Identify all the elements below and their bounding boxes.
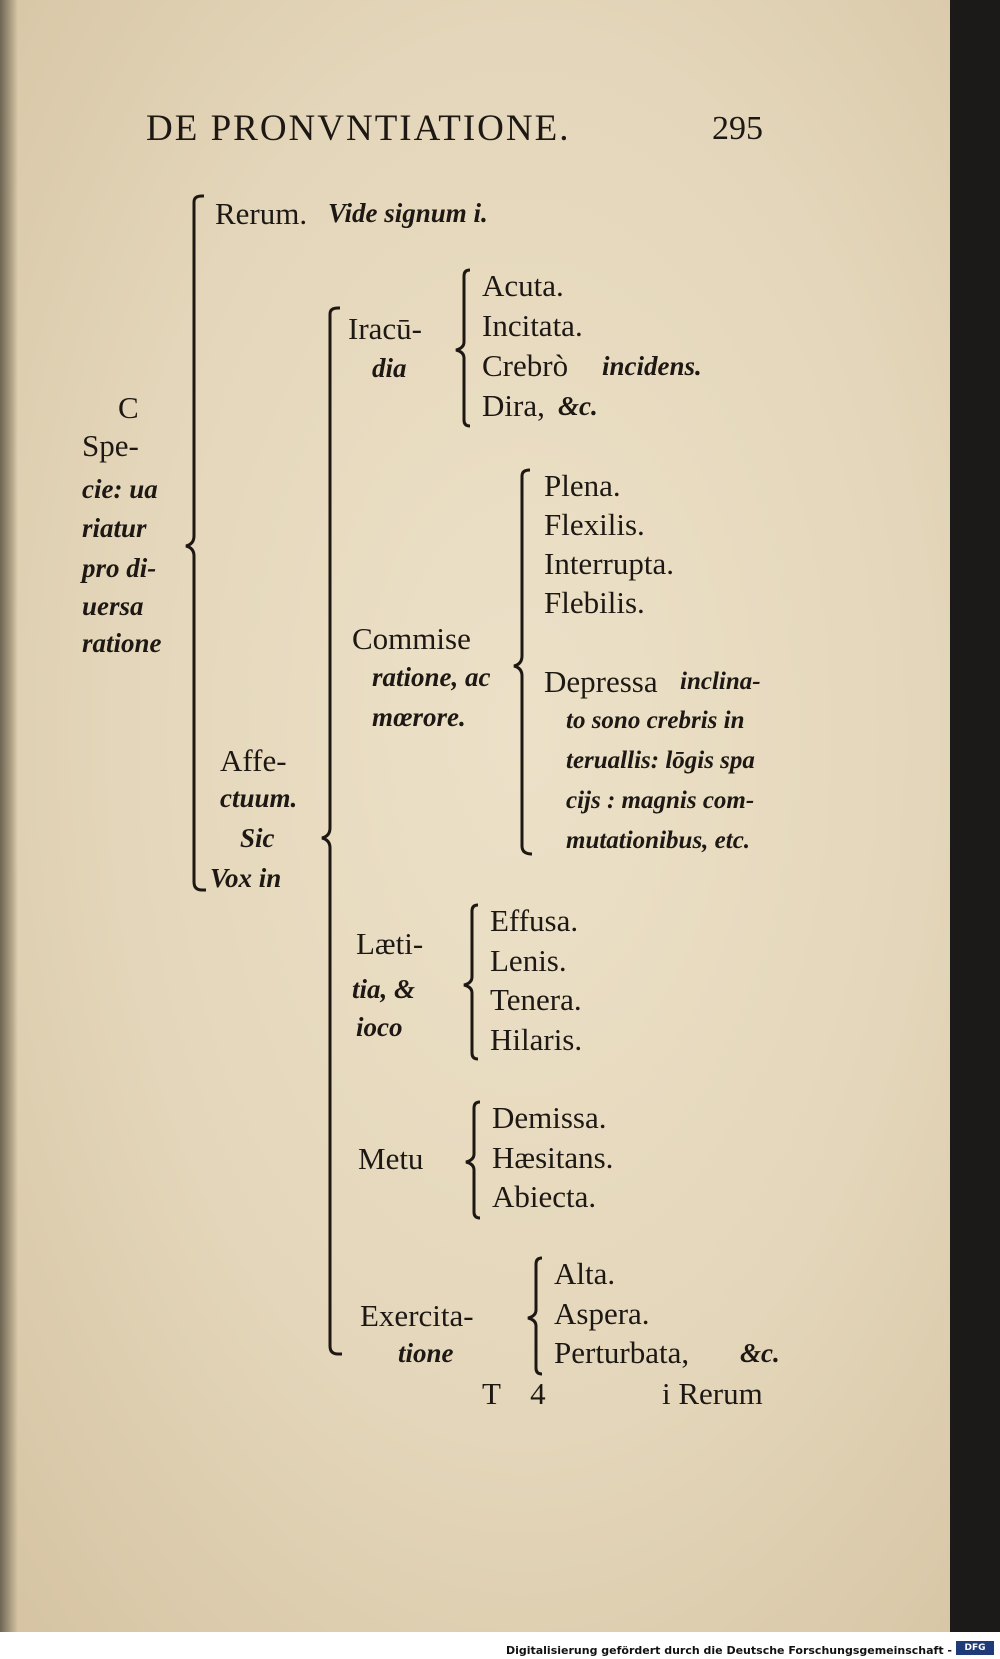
metu-item-haesitans: Hæsitans. bbox=[492, 1140, 614, 1175]
page-number: 295 bbox=[712, 110, 763, 147]
rerum-note: Vide signum i. bbox=[328, 198, 488, 228]
main-brace bbox=[180, 196, 210, 896]
commiseratione-desc-line2: to sono crebris in bbox=[566, 707, 745, 734]
exercitatione-item-perturbata: Perturbata, bbox=[554, 1335, 690, 1370]
catchword: i Rerum bbox=[662, 1376, 763, 1411]
commiseratione-line2: ratione, ac bbox=[372, 662, 491, 692]
dfg-logo: DFG bbox=[956, 1641, 994, 1655]
commiseratione-desc-line1: inclina- bbox=[680, 668, 761, 695]
commiseratione-desc-line4: cijs : magnis com- bbox=[566, 787, 755, 814]
exercitatione-item-alta: Alta. bbox=[554, 1256, 616, 1291]
root-label-spe: Spe- bbox=[82, 428, 139, 463]
exercitatione-line2: tione bbox=[398, 1338, 454, 1368]
laetitia-line3: ioco bbox=[356, 1012, 403, 1042]
laetitia-line1: Læti- bbox=[356, 926, 424, 961]
laetitia-item-hilaris: Hilaris. bbox=[490, 1022, 583, 1057]
running-head: DE PRONVNTIATIONE. bbox=[146, 108, 571, 149]
commiseratione-desc-line3: teruallis: lōgis spa bbox=[566, 747, 755, 774]
commiseratione-brace bbox=[506, 470, 534, 860]
commiseratione-item-flexilis: Flexilis. bbox=[544, 507, 645, 542]
affectuum-line1: Affe- bbox=[220, 743, 287, 778]
page-gutter bbox=[0, 0, 18, 1632]
rerum-label: Rerum. bbox=[215, 196, 308, 231]
exercitatione-brace bbox=[520, 1258, 544, 1378]
exercitatione-item-aspera: Aspera. bbox=[554, 1296, 650, 1331]
laetitia-item-lenis: Lenis. bbox=[490, 943, 567, 978]
commiseratione-item-interrupta: Interrupta. bbox=[544, 546, 674, 581]
laetitia-line2: tia, & bbox=[352, 974, 416, 1004]
iracundia-line2: dia bbox=[372, 353, 407, 383]
root-label-line3: cie: ua bbox=[82, 474, 158, 504]
iracundia-item-etc: &c. bbox=[558, 391, 598, 421]
signature-mark: T 4 bbox=[482, 1376, 546, 1411]
affectuum-line3: Sic bbox=[240, 823, 275, 853]
iracundia-item-dira: Dira, bbox=[482, 388, 545, 423]
affectuum-line2: ctuum. bbox=[220, 783, 298, 813]
affectuum-brace bbox=[316, 308, 346, 1358]
laetitia-item-effusa: Effusa. bbox=[490, 903, 579, 938]
commiseratione-item-flebilis: Flebilis. bbox=[544, 585, 645, 620]
iracundia-brace bbox=[448, 270, 472, 430]
commiseratione-desc-line5: mutationibus, etc. bbox=[566, 827, 751, 854]
iracundia-item-incidens: incidens. bbox=[602, 351, 702, 381]
laetitia-brace bbox=[456, 905, 480, 1065]
metu-brace bbox=[458, 1102, 482, 1222]
root-label-c: C bbox=[118, 390, 139, 425]
affectuum-line4: Vox in bbox=[210, 863, 282, 893]
digitization-credit: Digitalisierung gefördert durch die Deutsche Forschungsgemeinschaft - bbox=[505, 1644, 952, 1657]
exercitatione-item-etc: &c. bbox=[740, 1338, 780, 1368]
iracundia-item-incitata: Incitata. bbox=[482, 308, 583, 343]
root-label-line4: riatur bbox=[82, 513, 147, 543]
iracundia-item-crebro: Crebrò bbox=[482, 348, 569, 383]
commiseratione-line3: mœrore. bbox=[372, 702, 466, 732]
metu-label: Metu bbox=[358, 1141, 424, 1176]
root-label-line5: pro di- bbox=[82, 553, 157, 583]
laetitia-item-tenera: Tenera. bbox=[490, 982, 582, 1017]
metu-item-abiecta: Abiecta. bbox=[492, 1179, 597, 1214]
commiseratione-desc-head: Depressa bbox=[544, 664, 658, 699]
commiseratione-item-plena: Plena. bbox=[544, 468, 621, 503]
commiseratione-line1: Commise bbox=[352, 621, 471, 656]
iracundia-item-acuta: Acuta. bbox=[482, 268, 564, 303]
root-label-line7: ratione bbox=[82, 628, 162, 658]
metu-item-demissa: Demissa. bbox=[492, 1100, 607, 1135]
exercitatione-line1: Exercita- bbox=[360, 1298, 474, 1333]
root-label-line6: uersa bbox=[82, 591, 144, 621]
iracundia-line1: Iracū- bbox=[348, 311, 422, 346]
